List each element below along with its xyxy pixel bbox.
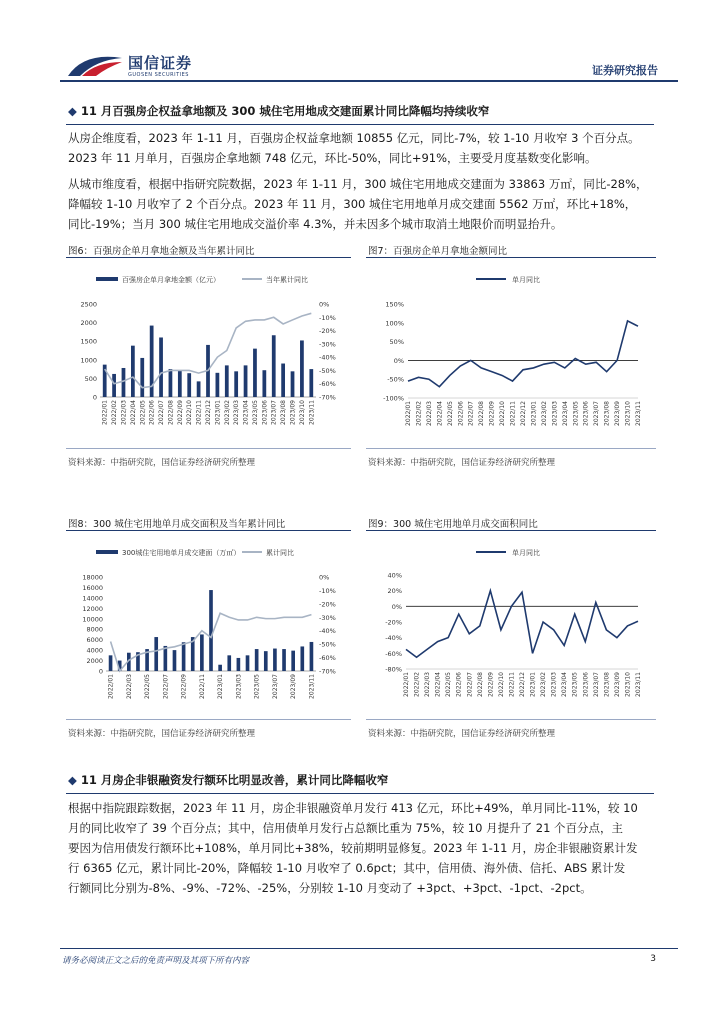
y-tick-label-left: 18000 xyxy=(82,573,103,582)
y-tick-label-right: -20% xyxy=(319,327,336,336)
x-tick-label: 2022/10 xyxy=(186,400,194,425)
x-tick-label: 2022/04 xyxy=(434,672,442,697)
y-tick-label-left: 16000 xyxy=(82,583,103,592)
bar xyxy=(255,649,259,671)
y-tick-label-right: -70% xyxy=(319,667,336,676)
x-tick-label: 2022/09 xyxy=(176,400,184,425)
y-tick-label: 0% xyxy=(391,602,402,611)
bar xyxy=(216,373,220,397)
section-rule xyxy=(66,124,654,125)
y-tick-label-right: 0% xyxy=(319,573,330,582)
bar xyxy=(218,665,222,671)
x-tick-label: 2022/10 xyxy=(497,672,505,697)
paragraph-3 xyxy=(68,798,638,898)
bar xyxy=(237,658,241,671)
bar xyxy=(246,655,250,671)
chart-fig6-svg xyxy=(66,262,351,437)
x-tick-label: 2023/03 xyxy=(235,674,243,699)
x-tick-label: 2022/10 xyxy=(499,401,507,426)
legend-label: 累计同比 xyxy=(266,549,294,557)
source-note: 资料来源：中指研究院，国信证券经济研究所整理 xyxy=(368,729,556,739)
y-tick-label-left: 0 xyxy=(92,393,97,402)
section-title-text: 11 月房企非银融资发行额环比明显改善，累计同比降幅收窄 xyxy=(80,773,389,787)
x-tick-label: 2023/09 xyxy=(614,401,622,426)
x-tick-label: 2023/05 xyxy=(251,400,259,425)
y-tick-label: -60% xyxy=(385,649,402,658)
y-tick-label-right: -40% xyxy=(319,353,336,362)
source-note: 资料来源：中指研究院，国信证券经济研究所整理 xyxy=(68,458,256,468)
x-tick-label: 2022/06 xyxy=(457,401,465,426)
footer-divider xyxy=(60,948,678,949)
x-tick-label: 2022/08 xyxy=(476,672,484,697)
x-tick-label: 2022/09 xyxy=(487,672,495,697)
x-tick-label: 2022/04 xyxy=(129,400,137,425)
x-tick-label: 2022/03 xyxy=(120,400,128,425)
x-tick-label: 2023/07 xyxy=(592,672,600,697)
x-tick-label: 2023/05 xyxy=(571,672,579,697)
logo xyxy=(66,50,124,80)
x-tick-label: 2022/06 xyxy=(455,672,463,697)
bar xyxy=(173,650,177,671)
x-tick-label: 2023/11 xyxy=(635,401,642,426)
x-tick-label: 2022/12 xyxy=(519,672,526,697)
y-tick-label-left: 8000 xyxy=(86,625,103,634)
y-tick-label: 0% xyxy=(393,356,404,365)
bar xyxy=(178,370,182,397)
section-title-2 xyxy=(68,772,388,788)
x-tick-label: 2023/11 xyxy=(308,674,316,699)
bar xyxy=(281,364,285,397)
x-tick-label: 2022/01 xyxy=(405,401,412,426)
y-tick-label: -100% xyxy=(383,394,404,403)
x-tick-label: 2022/12 xyxy=(520,401,527,426)
y-tick-label: 100% xyxy=(385,319,404,328)
bar xyxy=(182,642,186,671)
text-line: 从城市维度看，根据中指研究院数据，2023 年 1-11 月，300 城住宅用地成交建面为 33863 万㎡，同比-28%， xyxy=(68,177,648,191)
bar xyxy=(140,358,144,397)
x-tick-label: 2023/03 xyxy=(233,400,241,425)
x-tick-label: 2022/09 xyxy=(488,401,496,426)
x-tick-label: 2023/08 xyxy=(280,400,288,425)
figure-caption: 图7：百强房企单月拿地金额同比 xyxy=(368,246,508,257)
y-tick-label-right: -50% xyxy=(319,366,336,375)
y-tick-label-left: 4000 xyxy=(86,646,103,655)
bar xyxy=(227,655,231,671)
y-tick-label: -80% xyxy=(385,665,402,674)
legend-label: 单月同比 xyxy=(512,276,540,284)
y-tick-label: -40% xyxy=(385,634,402,643)
logo-subtext: GUOSEN SECURITIES xyxy=(128,72,189,78)
x-tick-label: 2023/01 xyxy=(217,674,225,699)
chart-fig8-svg xyxy=(66,535,351,710)
x-tick-label: 2022/05 xyxy=(139,400,147,425)
bar xyxy=(300,340,304,397)
x-tick-label: 2022/03 xyxy=(125,674,133,699)
x-tick-label: 2022/05 xyxy=(445,672,453,697)
bar xyxy=(159,337,163,397)
y-tick-label-right: -40% xyxy=(319,627,336,636)
x-tick-label: 2022/05 xyxy=(446,401,454,426)
y-tick-label: 20% xyxy=(387,587,402,596)
bar xyxy=(300,646,304,671)
figure-caption: 图9：300 城住宅用地单月成交面积同比 xyxy=(368,519,538,530)
bar xyxy=(164,646,168,671)
x-tick-label: 2022/03 xyxy=(424,672,432,697)
bar xyxy=(200,634,204,671)
section-title-1 xyxy=(68,103,489,119)
bar xyxy=(169,369,173,397)
x-tick-label: 2023/06 xyxy=(582,401,590,426)
x-tick-label: 2022/07 xyxy=(158,400,166,425)
chart-fig9 xyxy=(366,535,656,710)
y-tick-label-left: 2500 xyxy=(80,300,97,309)
figure-top-rule xyxy=(366,530,656,531)
y-tick-label-right: -20% xyxy=(319,600,336,609)
legend-bar-swatch xyxy=(96,550,118,554)
x-tick-label: 2023/02 xyxy=(540,672,548,697)
y-tick-label-right: -10% xyxy=(319,313,336,322)
section-title-text: 11 月百强房企权益拿地额及 300 城住宅用地成交建面累计同比降幅均持续收窄 xyxy=(80,104,490,118)
y-tick-label-right: -50% xyxy=(319,640,336,649)
bar xyxy=(197,381,201,397)
x-tick-label: 2022/04 xyxy=(436,401,444,426)
series-line xyxy=(406,591,638,658)
x-tick-label: 2022/11 xyxy=(508,672,516,697)
x-tick-label: 2022/11 xyxy=(509,401,517,426)
x-tick-label: 2023/05 xyxy=(572,401,580,426)
bar xyxy=(282,649,286,671)
x-tick-label: 2023/11 xyxy=(635,672,642,697)
y-tick-label-right: -60% xyxy=(319,380,336,389)
x-tick-label: 2023/01 xyxy=(529,672,537,697)
figure-top-rule xyxy=(66,530,351,531)
chart-fig9-svg xyxy=(366,535,656,710)
x-tick-label: 2023/11 xyxy=(308,400,316,425)
figure-caption: 图6：百强房企单月拿地金额及当年累计同比 xyxy=(68,246,255,257)
legend-label: 百强房企单月拿地金额（亿元） xyxy=(122,276,220,284)
y-tick-label-right: -30% xyxy=(319,613,336,622)
x-tick-label: 2023/10 xyxy=(624,401,632,426)
legend-label: 单月同比 xyxy=(512,549,540,557)
y-tick-label-left: 1500 xyxy=(80,337,97,346)
x-tick-label: 2022/01 xyxy=(107,674,115,699)
page-number: 3 xyxy=(650,954,656,964)
bar xyxy=(272,335,276,397)
x-tick-label: 2022/01 xyxy=(403,672,410,697)
y-tick-label-right: 0% xyxy=(319,300,330,309)
logo-text: 国信证券 xyxy=(128,54,193,72)
bar xyxy=(309,369,313,397)
y-tick-label-right: -60% xyxy=(319,654,336,663)
bar xyxy=(187,373,191,397)
bar xyxy=(291,651,295,671)
bar xyxy=(262,370,266,397)
x-tick-label: 2023/08 xyxy=(603,401,611,426)
chart-fig8 xyxy=(66,535,351,710)
y-tick-label: 50% xyxy=(389,338,404,347)
paragraph-2 xyxy=(68,174,648,234)
y-tick-label-left: 500 xyxy=(84,374,97,383)
x-tick-label: 2023/07 xyxy=(271,674,279,699)
y-tick-label: -50% xyxy=(387,375,404,384)
logo-mark-icon xyxy=(66,50,124,80)
figure-bottom-rule xyxy=(366,719,656,720)
bar xyxy=(112,374,116,397)
chart-fig7-svg xyxy=(366,262,656,437)
bar xyxy=(264,651,268,671)
figure-bottom-rule xyxy=(66,448,351,449)
x-tick-label: 2023/04 xyxy=(561,401,569,426)
bar xyxy=(131,346,135,397)
x-tick-label: 2022/12 xyxy=(205,400,212,425)
x-tick-label: 2022/01 xyxy=(101,400,109,425)
source-note: 资料来源：中指研究院，国信证券经济研究所整理 xyxy=(68,729,256,739)
x-tick-label: 2023/07 xyxy=(270,400,278,425)
x-tick-label: 2022/07 xyxy=(467,401,475,426)
x-tick-label: 2023/06 xyxy=(582,672,590,697)
x-tick-label: 2022/03 xyxy=(425,401,433,426)
x-tick-label: 2023/03 xyxy=(551,401,559,426)
bar xyxy=(234,371,238,397)
report-type: 证券研究报告 xyxy=(592,64,658,77)
x-tick-label: 2022/08 xyxy=(478,401,486,426)
paragraph-1 xyxy=(68,128,640,168)
x-tick-label: 2023/10 xyxy=(298,400,306,425)
text-line: 2023 年 11 月单月，百强房企拿地额 748 亿元，环比-50%，同比+91%，主要受月度基数变化影响。 xyxy=(68,151,597,165)
x-tick-label: 2022/11 xyxy=(195,400,203,425)
x-tick-label: 2023/01 xyxy=(530,401,538,426)
figure-caption: 图8：300 城住宅用地单月成交面积及当年累计同比 xyxy=(68,519,286,530)
y-tick-label: -20% xyxy=(385,618,402,627)
y-tick-label-left: 6000 xyxy=(86,636,103,645)
bar xyxy=(291,371,295,397)
figure-bottom-rule xyxy=(66,719,351,720)
legend-label: 300城住宅用地单月成交建面（万㎡） xyxy=(122,549,241,557)
text-line: 同比-19%；当月 300 城住宅用地成交溢价率 4.3%，并未因多个城市取消土地限价而明显抬升。 xyxy=(68,217,563,231)
x-tick-label: 2023/02 xyxy=(540,401,548,426)
section-rule xyxy=(66,793,654,794)
x-tick-label: 2023/06 xyxy=(261,400,269,425)
legend-bar-swatch xyxy=(96,277,118,281)
x-tick-label: 2022/05 xyxy=(144,674,152,699)
x-tick-label: 2022/07 xyxy=(162,674,170,699)
y-tick-label-left: 10000 xyxy=(82,615,103,624)
x-tick-label: 2023/07 xyxy=(593,401,601,426)
bar xyxy=(109,655,113,671)
x-tick-label: 2022/02 xyxy=(413,672,421,697)
bar xyxy=(273,649,277,671)
bar xyxy=(154,637,158,671)
x-tick-label: 2023/02 xyxy=(223,400,231,425)
text-line: 要因为信用债发行额环比+108%，单月同比+38%，较前期明显修复。2023 年 1-11 月，房企非银融资累计发 xyxy=(68,841,638,855)
legend-label: 当年累计同比 xyxy=(266,276,308,284)
text-line: 降幅较 1-10 月收窄了 2 个百分点。2023 年 11 月，300 城住宅用地单月成交建面 5562 万㎡，环比+18%， xyxy=(68,197,637,211)
x-tick-label: 2023/09 xyxy=(613,672,621,697)
figure-top-rule xyxy=(366,257,656,258)
x-tick-label: 2022/06 xyxy=(148,400,156,425)
x-tick-label: 2022/11 xyxy=(198,674,206,699)
y-tick-label-left: 1000 xyxy=(80,356,97,365)
text-line: 行额同比分别为-8%、-9%、-72%、-25%，分别较 1-10 月变动了 +3pct、+3pct、-1pct、-2pct。 xyxy=(68,881,592,895)
figure-top-rule xyxy=(66,257,351,258)
series-line xyxy=(408,321,638,387)
x-tick-label: 2023/04 xyxy=(561,672,569,697)
x-tick-label: 2023/01 xyxy=(214,400,222,425)
y-tick-label-right: -30% xyxy=(319,340,336,349)
y-tick-label: 150% xyxy=(385,300,404,309)
chart-fig6 xyxy=(66,262,351,437)
source-note: 资料来源：中指研究院，国信证券经济研究所整理 xyxy=(368,458,556,468)
bar xyxy=(209,590,213,671)
chart-fig7 xyxy=(366,262,656,437)
footer-disclaimer: 请务必阅读正文之后的免责声明及其项下所有内容 xyxy=(62,956,250,966)
x-tick-label: 2023/09 xyxy=(290,674,298,699)
y-tick-label-right: -10% xyxy=(319,586,336,595)
y-tick-label-left: 14000 xyxy=(82,594,103,603)
x-tick-label: 2023/08 xyxy=(603,672,611,697)
x-tick-label: 2023/05 xyxy=(253,674,261,699)
figure-bottom-rule xyxy=(366,448,656,449)
y-tick-label-left: 2000 xyxy=(86,657,103,666)
text-line: 月的同比收窄了 39 个百分点；其中，信用债单月发行占总额比重为 75%，较 10 月提升了 21 个百分点，主 xyxy=(68,821,624,835)
y-tick-label-right: -70% xyxy=(319,393,336,402)
y-tick-label-left: 12000 xyxy=(82,604,103,613)
diamond-bullet-icon: ◆ xyxy=(68,104,77,118)
x-tick-label: 2022/02 xyxy=(415,401,423,426)
text-line: 从房企维度看，2023 年 1-11 月，百强房企权益拿地额 10855 亿元，同比-7%，较 1-10 月收窄 3 个百分点。 xyxy=(68,131,640,145)
text-line: 行 6365 亿元，累计同比-20%，降幅较 1-10 月收窄了 0.6pct；其中，信用债、海外债、信托、ABS 累计发 xyxy=(68,861,626,875)
diamond-bullet-icon: ◆ xyxy=(68,773,77,787)
x-tick-label: 2022/08 xyxy=(167,400,175,425)
bar xyxy=(253,349,257,397)
x-tick-label: 2023/09 xyxy=(289,400,297,425)
header-divider xyxy=(60,80,678,82)
x-tick-label: 2022/02 xyxy=(111,400,119,425)
x-tick-label: 2022/09 xyxy=(180,674,188,699)
x-tick-label: 2022/07 xyxy=(466,672,474,697)
x-tick-label: 2023/03 xyxy=(550,672,558,697)
bar xyxy=(122,368,126,397)
bar xyxy=(244,365,248,397)
x-tick-label: 2023/10 xyxy=(624,672,632,697)
y-tick-label-left: 2000 xyxy=(80,319,97,328)
x-tick-label: 2023/04 xyxy=(242,400,250,425)
bar xyxy=(225,365,229,397)
text-line: 根据中指院跟踪数据，2023 年 11 月，房企非银融资单月发行 413 亿元，环比+49%，单月同比-11%，较 10 xyxy=(68,801,638,815)
bar xyxy=(310,642,314,671)
y-tick-label-left: 0 xyxy=(98,667,103,676)
y-tick-label: 40% xyxy=(387,571,402,580)
